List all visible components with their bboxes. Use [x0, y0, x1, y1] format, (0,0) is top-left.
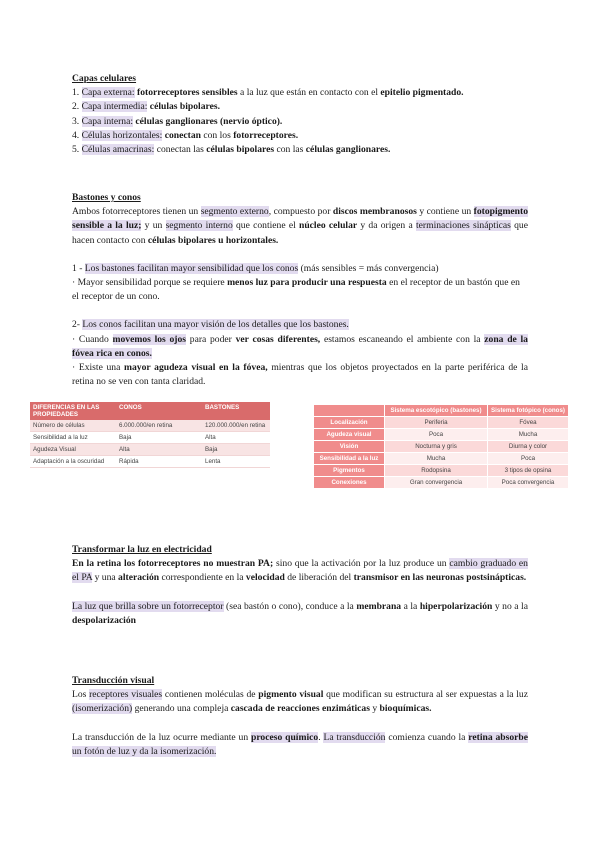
table-row: Pigmentos Rodopsina 3 tipos de opsina — [314, 465, 569, 477]
column-header — [314, 405, 385, 417]
list-item: 1. Capa externa: fotorreceptores sensibles a la luz que están en contacto con el epitelio pigmentado. — [72, 87, 464, 99]
table-row: Número de células 6.000.000/en retina 120.000.000/en retina — [30, 420, 270, 432]
column-header: DIFERENCIAS EN LAS PROPIEDADES — [30, 402, 116, 420]
column-header: Sistema fotópico (conos) — [488, 405, 569, 417]
column-header: CONOS — [116, 402, 202, 420]
transformar-section — [72, 543, 528, 628]
transformar-title: Transformar la luz en electricidad — [72, 544, 212, 555]
transformar-paragraph-2: La luz que brilla sobre un fotorreceptor (sea bastón o cono), conduce a la membrana a la hiperpolarización y no a la despolarización — [72, 600, 528, 626]
column-header: Sistema escotópico (bastones) — [385, 405, 488, 417]
table-row: Sensibilidad a la luz Baja Alta — [30, 432, 270, 444]
capas-celulares-section — [72, 72, 528, 157]
transduccion-paragraph-1: Los receptores visuales contienen moléculas de pigmento visual que modifican su estructura al ser expuestas a la luz (isomerización) generando una compleja cascada de reacciones enzimáticas y bioquímicas. — [72, 689, 528, 715]
list-item: 5. Células amacrinas: conectan las células bipolares con las células ganglionares. — [72, 144, 391, 156]
transduccion-title: Transducción visual — [72, 675, 155, 686]
list-item: 3. Capa interna: células ganglionares (nervio óptico). — [72, 115, 283, 127]
transformar-paragraph-1: En la retina los fotorreceptores no muestran PA; sino que la activación por la luz produce un cambio graduado en el PA y una alteración correspondiente en la velocidad de liberación del transmisor en las neuronas postsinápticas. — [72, 558, 528, 584]
capas-title: Capas celulares — [72, 73, 137, 84]
column-header: BASTONES — [202, 402, 270, 420]
table-row: Agudeza Visual Alta Baja — [30, 444, 270, 456]
table-row: Sensibilidad a la luz Mucha Poca — [314, 453, 569, 465]
table-row: Localización Periferia Fóvea — [314, 417, 569, 429]
bastones-paragraph-3: 2- Los conos facilitan una mayor visión de los detalles que los bastones. · Cuando movemos los ojos para poder ver cosas diferentes, estamos escaneando el ambiente con la zona de la fóvea rica en conos. · Existe una mayor agudeza visual en la fóvea, mientras que los objetos proyectados en la parte periférica de la retina no se ven con tanta claridad. — [72, 319, 528, 388]
bastones-paragraph-1: Ambos fotorreceptores tienen un segmento externo, compuesto por discos membranosos y contiene un fotopigmento sensible a la luz; y un segmento interno que contiene el núcleo celular y da origen a terminaciones sinápticas que hacen contacto con células bipolares u horizontales. — [72, 206, 529, 246]
table-row: Conexiones Gran convergencia Poca convergencia — [314, 477, 569, 489]
transduccion-paragraph-2: La transducción de la luz ocurre mediante un proceso químico. La transducción comienza cuando la retina absorbe un fotón de luz y da la isomerización. — [72, 731, 529, 757]
list-item: 4. Células horizontales: conectan con los fotorreceptores. — [72, 129, 299, 141]
properties-table — [30, 402, 270, 468]
table-row: Adaptación a la oscuridad Rápida Lenta — [30, 456, 270, 468]
bastones-title: Bastones y conos — [72, 192, 141, 203]
table-row: Visión Nocturna y gris Diurna y color — [314, 441, 569, 453]
bastones-paragraph-2: 1 - Los bastones facilitan mayor sensibilidad que los conos (más sensibles = más convergencia) · Mayor sensibilidad porque se requiere menos luz para producir una respuesta en el receptor de un bastón que en el receptor de un cono. — [72, 262, 520, 303]
table-row: Agudeza visual Poca Mucha — [314, 429, 569, 441]
transduccion-section — [72, 674, 528, 759]
systems-table — [313, 404, 569, 489]
list-item: 2. Capa intermedia: células bipolares. — [72, 101, 220, 113]
bastones-conos-section — [72, 191, 528, 389]
